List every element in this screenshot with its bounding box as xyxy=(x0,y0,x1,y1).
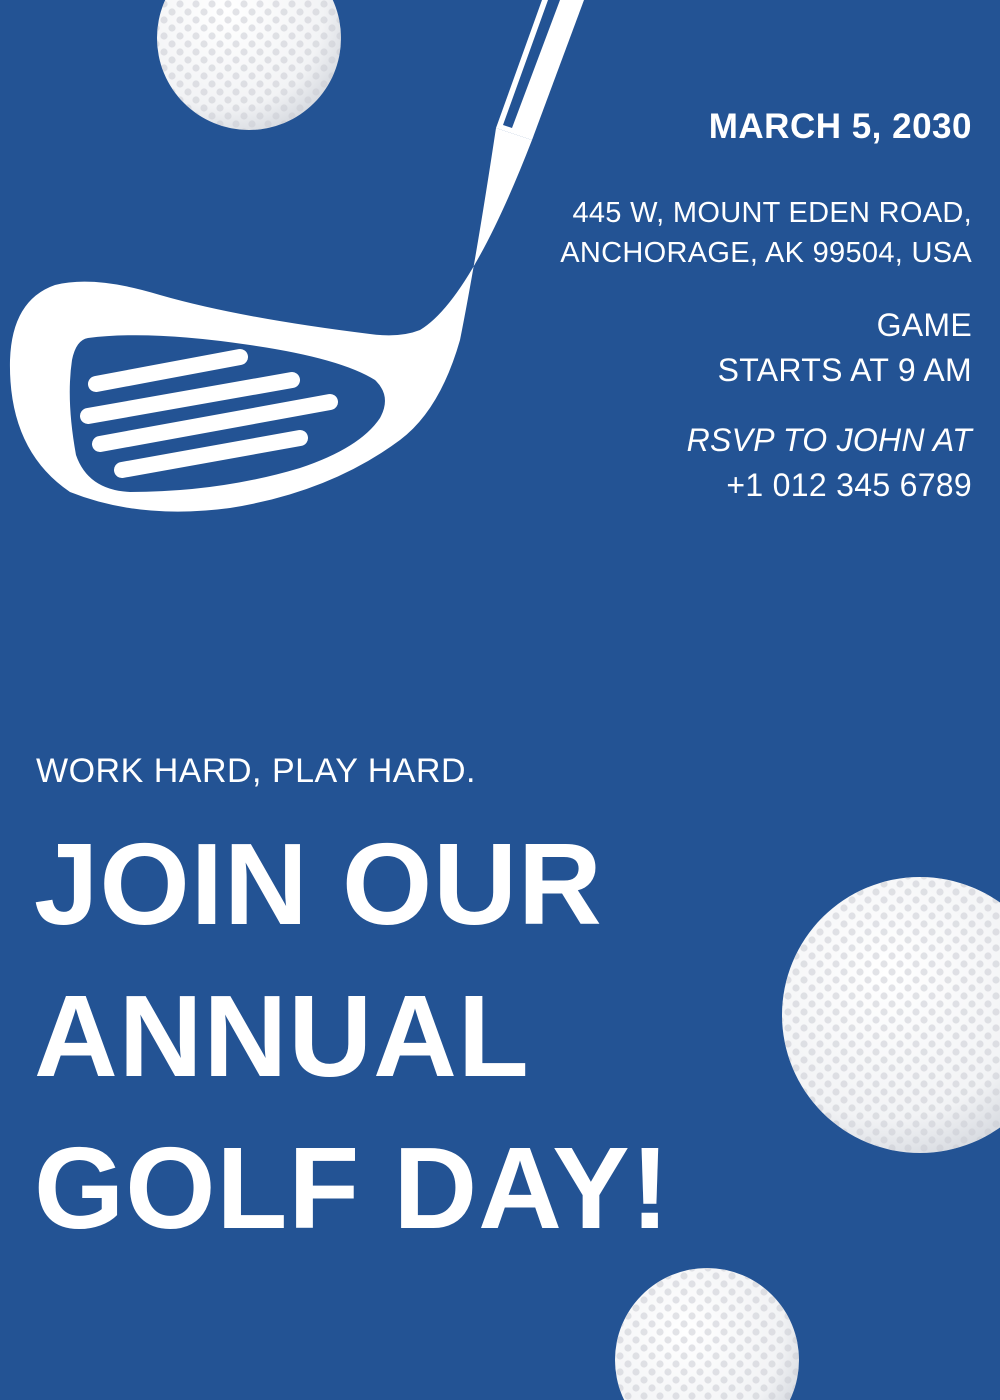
rsvp-label: RSVP TO JOHN AT xyxy=(686,422,972,458)
event-details xyxy=(452,105,972,508)
headline-line: ANNUAL xyxy=(34,971,530,1101)
headline-line: JOIN OUR xyxy=(34,819,603,949)
time-line: GAME xyxy=(876,307,972,343)
rsvp-phone: +1 012 345 6789 xyxy=(726,467,972,503)
time-line: STARTS AT 9 AM xyxy=(717,352,972,388)
golf-ball-icon xyxy=(157,0,341,130)
event-start-time xyxy=(452,303,972,393)
golf-ball-icon xyxy=(615,1268,799,1400)
address-line: ANCHORAGE, AK 99504, USA xyxy=(560,237,972,269)
headline xyxy=(34,808,794,1264)
address-line: 445 W, MOUNT EDEN ROAD, xyxy=(572,197,972,229)
golf-ball-icon xyxy=(782,877,1000,1153)
event-date: MARCH 5, 2030 xyxy=(708,107,972,146)
headline-line: GOLF DAY! xyxy=(34,1123,671,1253)
rsvp-info xyxy=(452,418,972,508)
tagline: WORK HARD, PLAY HARD. xyxy=(36,752,476,790)
event-address xyxy=(452,193,972,273)
